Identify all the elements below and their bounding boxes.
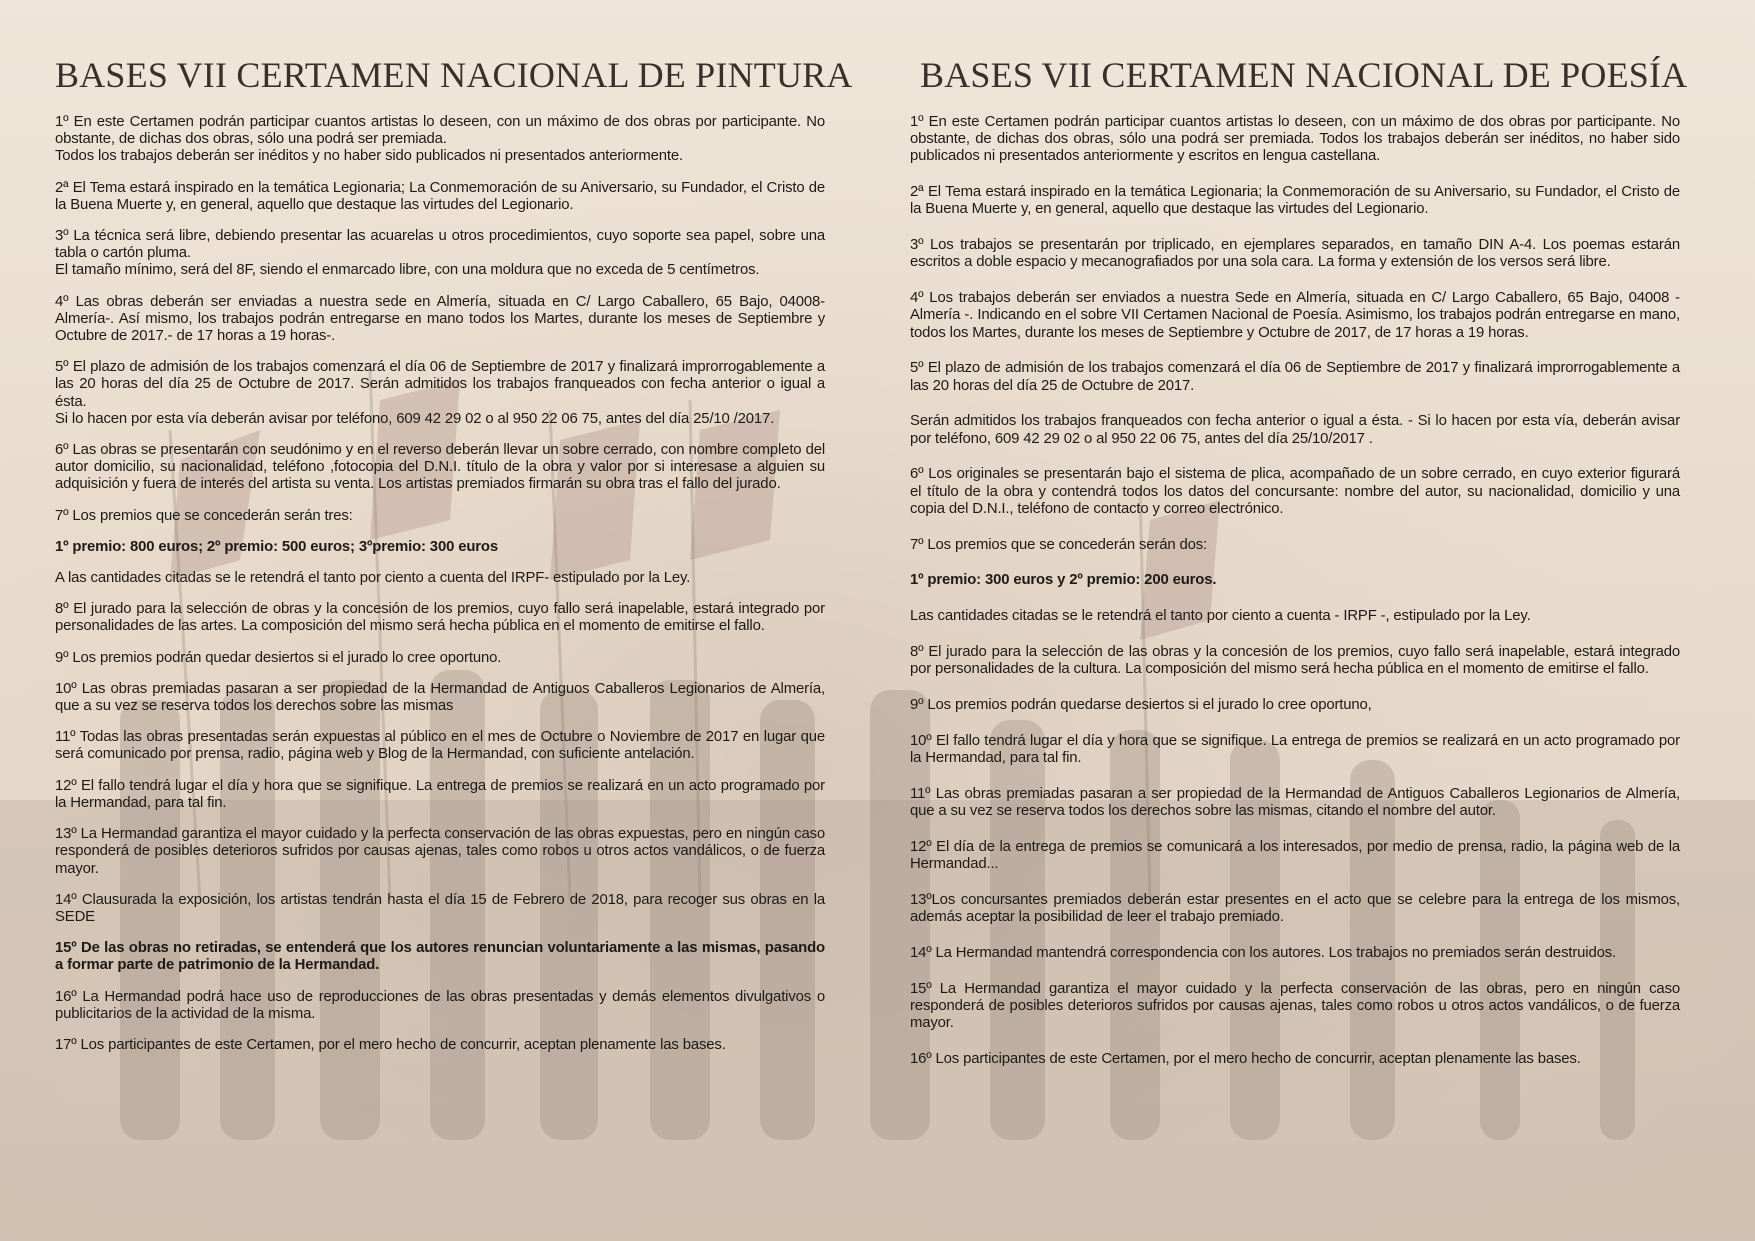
rule-paragraph: 14º Clausurada la exposición, los artistas tendrán hasta el día 15 de Febrero de 2018, para recoger sus obras en la SEDE — [55, 891, 825, 925]
poetry-rules-list — [910, 114, 1680, 1068]
rule-paragraph: 10º El fallo tendrá lugar el día y hora que se signifique. La entrega de premios se realizará en un acto programado por la Hermandad, para tal fin. — [910, 732, 1680, 766]
rule-paragraph: 5º El plazo de admisión de los trabajos comenzará el día 06 de Septiembre de 2017 y finalizará improrrogablemente a las 20 horas del día 25 de Octubre de 2017. Serán admitidos los trabajos franqueados con fecha anterior o igual a ésta. Si lo hacen por esta vía deberán avisar por teléfono, 609 42 29 02 o al 950 22 06 75, antes del día 25/10 /2017. — [55, 359, 825, 427]
rule-paragraph: 6º Las obras se presentarán con seudónimo y en el reverso deberán llevar un sobre cerrado, con nombre completo del autor domicilio, su nacionalidad, teléfono ,fotocopia del D.N.I. título de la obra y valor por si interesase a alguien su adquisición y fuera de interés del artista su venta. Los artistas premiados firmarán su obra tras el fallo del jurado. — [55, 442, 825, 493]
rule-paragraph: A las cantidades citadas se le retendrá el tanto por ciento a cuenta del IRPF- estipulado por la Ley. — [55, 570, 691, 587]
rule-paragraph: 3º La técnica será libre, debiendo presentar las acuarelas u otros procedimientos, cuyo soporte sea papel, sobre una tabla o cartón pluma. El tamaño mínimo, será del 8F, siendo el enmarcado libre, con una moldura que no exceda de 5 centímetros. — [55, 228, 825, 279]
rule-paragraph: 8º El jurado para la selección de obras y la concesión de los premios, cuyo fallo será inapelable, estará integrado por personalidades de las artes. La composición del mismo será hecha pública en el momento de emitirse el fallo. — [55, 601, 825, 635]
rule-paragraph: 13º La Hermandad garantiza el mayor cuidado y la perfecta conservación de las obras expuestas, pero en ningún caso responderá de posibles deterioros sufridos por causas ajenas, tales como robos u otros actos vandálicos, o de fuerza mayor. — [55, 826, 825, 877]
rule-paragraph: Las cantidades citadas se le retendrá el tanto por ciento a cuenta - IRPF -, estipulado por la Ley. — [910, 608, 1531, 625]
rule-paragraph: 4º Las obras deberán ser enviadas a nuestra sede en Almería, situada en C/ Largo Caballero, 65 Bajo, 04008-Almería-. Así mismo, los trabajos podrán entregarse en mano todos los Martes, durante los meses de Septiembre y Octubre de 2017.- de 17 horas a 19 horas-. — [55, 293, 825, 345]
rule-paragraph: 4º Los trabajos deberán ser enviados a nuestra Sede en Almería, situada en C/ Largo Caballero, 65 Bajo, 04008 -Almería -. Indicando en el sobre VII Certamen Nacional de Poesía. Asimismo, los trabajos podrán entregarse en mano, todos los Martes, durante los meses de Septiembre y Octubre de 2017, de 17 horas a 19 horas. — [910, 290, 1680, 341]
rule-paragraph: 11º Todas las obras presentadas serán expuestas al público en el mes de Octubre o Noviembre de 2017 en lugar que será comunicado por prensa, radio, página web y Blog de la Hermandad, con suficiente antelación. — [55, 729, 825, 763]
rule-paragraph: 16º La Hermandad podrá hace uso de reproducciones de las obras presentadas y demás elementos divulgativos o publicitarios de la actividad de la misma. — [55, 988, 825, 1022]
rule-paragraph: 12º El fallo tendrá lugar el día y hora que se signifique. La entrega de premios se realizará en un acto programado por la Hermandad, para tal fin. — [55, 777, 825, 811]
rule-paragraph: 14º La Hermandad mantendrá correspondencia con los autores. Los trabajos no premiados serán destruidos. — [910, 944, 1616, 961]
poetry-title: BASES VII CERTAMEN NACIONAL DE POESÍA — [920, 55, 1688, 95]
painting-rules-list — [55, 114, 825, 1054]
rule-paragraph: 1º premio: 800 euros; 2º premio: 500 euros; 3ºpremio: 300 euros — [55, 538, 498, 555]
rule-paragraph: 11º Las obras premiadas pasaran a ser propiedad de la Hermandad de Antiguos Caballeros Legionarios de Almería, que a su vez se reserva todos los derechos sobre las mismas, citando el nombre del autor. — [910, 785, 1680, 819]
rule-paragraph: 15º La Hermandad garantiza el mayor cuidado y la perfecta conservación de las obras, pero en ningún caso responderá de posibles deterioros sufridos por causas ajenas, tales como robos u otros actos vandálicos, o de fuerza mayor. — [910, 980, 1680, 1031]
rule-paragraph: Serán admitidos los trabajos franqueados con fecha anterior o igual a ésta. - Si lo hacen por esta vía, deberán avisar por teléfono, 609 42 29 02 o al 950 22 06 75, antes del día 25/10/2017 . — [910, 413, 1680, 447]
painting-contest-rules — [55, 54, 853, 1068]
rule-paragraph: 7º Los premios que se concederán serán dos: — [910, 536, 1207, 553]
rule-paragraph: 8º El jurado para la selección de las obras y la concesión de los premios, cuyo fallo será inapelable, estará integrado por personalidades de la cultura. La composición del mismo será hecha pública en el momento de emitirse el fallo. — [910, 644, 1680, 678]
rule-paragraph: 10º Las obras premiadas pasaran a ser propiedad de la Hermandad de Antiguos Caballeros Legionarios de Almería, que a su vez se reserva todos los derechos sobre las mismas — [55, 680, 825, 715]
rule-paragraph: 16º Los participantes de este Certamen, por el mero hecho de concurrir, aceptan plenamente las bases. — [910, 1050, 1581, 1067]
rule-paragraph: 5º El plazo de admisión de los trabajos comenzará el día 06 de Septiembre de 2017 y finalizará improrrogablemente a las 20 horas del día 25 de Octubre de 2017. — [910, 360, 1680, 394]
rule-paragraph: 6º Los originales se presentarán bajo el sistema de plica, acompañado de un sobre cerrado, en cuyo exterior figurará el título de la obra y contendrá todos los datos del concursante: nombre del autor, su nacionalidad, domicilio y una copia del D.N.I., teléfono de contacto y correo electrónico. — [910, 466, 1680, 517]
rule-paragraph: 2ª El Tema estará inspirado en la temática Legionaria; La Conmemoración de su Aniversario, su Fundador, el Cristo de la Buena Muerte y, en general, aquello que destaque las virtudes del Legionario. — [55, 179, 825, 213]
poetry-contest-rules — [910, 54, 1688, 1087]
rule-paragraph: 13ºLos concursantes premiados deberán estar presentes en el acto que se celebre para la entrega de los mismos, además aceptar la posibilidad de leer el trabajo premiado. — [910, 891, 1680, 925]
rule-paragraph: 15º De las obras no retiradas, se entenderá que los autores renuncian voluntariamente a las mismas, pasando a formar parte de patrimonio de la Hermandad. — [55, 940, 825, 974]
rule-paragraph: 17º Los participantes de este Certamen, por el mero hecho de concurrir, aceptan plenamente las bases. — [55, 1036, 726, 1053]
rule-paragraph: 9º Los premios podrán quedarse desiertos si el jurado lo cree oportuno, — [910, 697, 1372, 713]
rule-paragraph: 9º Los premios podrán quedar desiertos si el jurado lo cree oportuno. — [55, 649, 502, 666]
rule-paragraph: 1º premio: 300 euros y 2º premio: 200 euros. — [910, 572, 1217, 589]
rule-paragraph: 1º En este Certamen podrán participar cuantos artistas lo deseen, con un máximo de dos obras por participante. No obstante, de dichas dos obras, sólo una podrá ser premiada. Todos los trabajos deberán ser inéditos, no haber sido publicados ni presentados anteriormente y escritos en lengua castellana. — [910, 114, 1680, 165]
rule-paragraph: 3º Los trabajos se presentarán por triplicado, en ejemplares separados, en tamaño DIN A-4. Los poemas estarán escritos a doble espacio y mecanografiados por una sola cara. La forma y extensión de los versos será libre. — [910, 237, 1680, 271]
rule-paragraph: 7º Los premios que se concederán serán tres: — [55, 507, 353, 524]
rule-paragraph: 1º En este Certamen podrán participar cuantos artistas lo deseen, con un máximo de dos obras por participante. No obstante, de dichas dos obras, sólo una podrá ser premiada. Todos los trabajos deberán ser inéditos y no haber sido publicados ni presentados anteriormente. — [55, 114, 825, 165]
rule-paragraph: 12º El día de la entrega de premios se comunicará a los interesados, por medio de prensa, radio, la página web de la Hermandad... — [910, 838, 1680, 872]
painting-title: BASES VII CERTAMEN NACIONAL DE PINTURA — [55, 55, 853, 95]
rule-paragraph: 2ª El Tema estará inspirado en la temática Legionaria; la Conmemoración de su Aniversario, su Fundador, el Cristo de la Buena Muerte y, en general, aquello que destaque las virtudes del Legionario. — [910, 184, 1680, 218]
